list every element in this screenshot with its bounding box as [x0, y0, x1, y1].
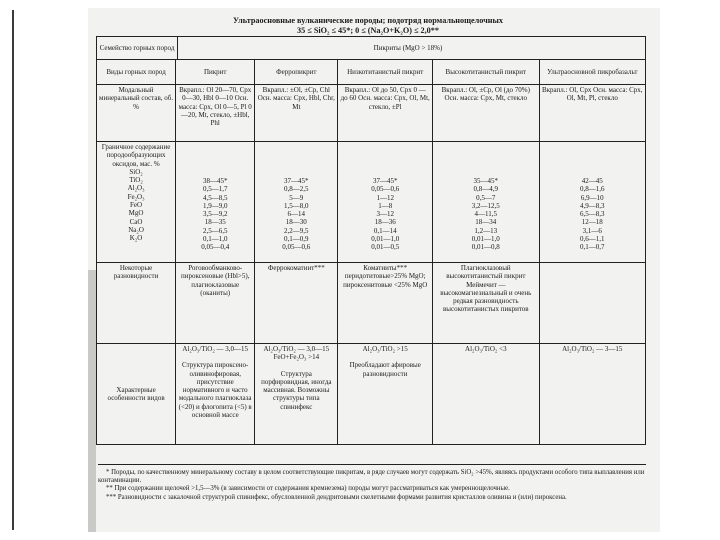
oxide-value: 18—30 — [285, 218, 307, 227]
oxide-name: FeO — [130, 201, 143, 210]
oxide-value: 1—12 — [376, 193, 394, 202]
ratio-text: Al₂O₃/TiO₂ — 3—15 — [562, 345, 623, 353]
oxide-values-column — [254, 142, 337, 262]
species-cell: Низкотитанистый пикрит — [337, 60, 432, 84]
species-label: Виды горных пород — [106, 67, 166, 76]
family-row — [97, 37, 645, 59]
oxide-value: 18—36 — [374, 218, 396, 227]
oxide-value: 1,5—8,0 — [284, 201, 309, 210]
ratio-text: Al₂O₃/TiO₂ >15 — [362, 345, 408, 353]
oxide-name: Na₂O — [128, 225, 144, 234]
oxide-value: 1,9—9,0 — [202, 201, 228, 210]
oxide-values-column — [175, 142, 254, 262]
footnotes — [98, 464, 646, 502]
variety-cell: Роговообманково-пироксеновые (Hbl>5), плагиоклазовые (оканиты) — [175, 263, 254, 343]
caption-line-1: Ультраосновные вулканические породы; подотряд нормальнощелочных — [233, 16, 503, 25]
oxide-value: 2,2—9,5 — [284, 226, 309, 235]
modal-label: Модальный минеральный состав, об. % — [99, 86, 174, 111]
species-cell: Высокотитанистый пикрит — [432, 60, 538, 84]
oxide-value: 1,2—13 — [474, 226, 498, 235]
oxide-values-column — [432, 142, 538, 262]
oxide-value: 0,8—1,6 — [580, 185, 605, 194]
oxide-name: TiO₂ — [129, 176, 143, 185]
feature-text: Структура порфировидная, иногда массивная. Возможны структуры типа спинифекс — [261, 369, 332, 411]
oxide-name: K₂O — [129, 234, 143, 243]
species-cell: Ультраосновной пикробазальт — [539, 60, 645, 84]
ratio-text: Al₂O₃/TiO₂ — 3,0—15 FeO+Fe₂O₃ >14 — [263, 345, 330, 362]
oxide-value: 4,9—8,3 — [580, 201, 605, 210]
oxide-name: SiO₂ — [129, 167, 143, 176]
oxide-value: 0,05—0,4 — [201, 243, 230, 252]
oxide-value: 0,8—2,5 — [284, 185, 309, 194]
footnote-2: ** При содержании щелочей >1,5—3% (в зависимости от содержания кремнезема) породы могут рассматриваться как умереннощелочные. — [106, 485, 510, 493]
oxide-value: 0,1—1,0 — [202, 235, 228, 244]
oxides-label: Граничное содержание породообразующих оксидов, мас. % — [101, 143, 171, 168]
oxide-value: 0,1—0,7 — [580, 243, 605, 252]
oxide-value: 0,01—0,8 — [471, 243, 500, 252]
oxide-value: 4,5—8,5 — [202, 193, 228, 202]
oxide-value: 3,2—12,5 — [471, 201, 500, 210]
oxide-value: 0,6—1,1 — [580, 235, 605, 244]
modal-cell: Вкрапл.: Ol, Cpx Осн. масса: Cpx, Ol, Mt, Pl, стекло — [539, 85, 645, 141]
page-margin-strip — [88, 270, 96, 532]
family-value: Пикриты (MgO > 18%) — [177, 37, 638, 59]
oxides-label-cell — [97, 142, 175, 262]
oxide-value: 18—34 — [475, 218, 497, 227]
variety-cell: Плагиоклазовый высокотитанистый пикрит Меймечит — высокомагнезиальный и очень редкая разновидность высокотитанистых пикритов — [432, 263, 538, 343]
oxide-value: 0,05—0,6 — [282, 243, 311, 252]
oxide-value: 6,5—8,3 — [580, 210, 605, 219]
oxide-name-list — [99, 168, 173, 243]
oxide-values-column — [539, 142, 645, 262]
oxides-row — [97, 141, 645, 262]
feature-cell — [337, 344, 432, 444]
oxide-value: 0,01—1,0 — [371, 235, 400, 244]
oxide-value: 6,9—10 — [580, 193, 604, 202]
oxide-value: 35—45* — [473, 177, 499, 185]
features-row — [97, 343, 645, 444]
oxide-value: 4—11,5 — [474, 210, 498, 219]
oxide-value: 38—45* — [202, 177, 228, 185]
modal-cell: Вкрапл.: Ol до 50, Cpx 0 — до 60 Осн. масса: Cpx, Ol, Mt, стекло, ±Pl — [337, 85, 432, 141]
oxide-value: 0,1—0,9 — [284, 235, 309, 244]
ratio-text: Al₂O₃/TiO₂ <3 — [465, 345, 507, 353]
oxide-value: 5—9 — [289, 193, 304, 202]
feature-text: Структура пироксено-оливинофировая, присутствие нормативного и часто модального плагиоклаза (<20) и флогопита (<5) в основной массе — [178, 361, 252, 420]
oxide-value: 0,5—1,7 — [202, 185, 228, 194]
oxide-value: 0,1—14 — [373, 226, 397, 235]
oxide-value: 18—35 — [204, 218, 226, 227]
oxide-value: 6—14 — [287, 210, 306, 219]
oxide-value: 37—45* — [372, 177, 398, 185]
oxide-name: Al₂O₃ — [127, 184, 145, 193]
table-caption — [98, 16, 638, 36]
oxide-name: MgO — [128, 209, 144, 218]
footnote-3: *** Разновидности с закалочной структурой спинифекс, обусловленной дендритовыми скелетными формами развития кристаллов оливина и (или) пироксена. — [106, 493, 567, 501]
variety-cell: Феррокоматиит*** — [254, 263, 337, 343]
oxide-value: 0,01—0,5 — [371, 243, 400, 252]
feature-cell — [175, 344, 254, 444]
modal-row — [97, 84, 645, 141]
feature-cell — [254, 344, 337, 444]
species-row — [97, 59, 645, 84]
oxide-name: Fe₂O₃ — [127, 192, 145, 201]
scan-edge-line — [12, 10, 14, 530]
varieties-label: Некоторые разновидности — [113, 264, 159, 281]
family-label: Семейство горных пород — [99, 43, 175, 52]
oxide-value: 42—45 — [581, 177, 603, 185]
feature-text: Преобладают афировые разновидности — [349, 361, 421, 378]
species-cell: Ферропикрит — [254, 60, 337, 84]
features-label: Характерные особенности видов — [107, 385, 165, 402]
feature-cell — [432, 344, 538, 444]
oxide-value: 12—18 — [581, 218, 603, 227]
classification-table — [96, 36, 646, 445]
oxide-value: 0,5—7 — [476, 193, 496, 202]
modal-cell: Вкрапл.: ±Ol, ±Cp, Chl Осн. масса: Cpx, Hbl, Chr, Mt — [254, 85, 337, 141]
scanned-page — [88, 8, 660, 532]
oxide-value: 3,5—9,2 — [202, 210, 228, 219]
variety-cell — [539, 263, 645, 343]
oxide-value: 0,01—1,0 — [471, 235, 500, 244]
species-cell: Пикрит — [175, 60, 254, 84]
oxide-value: 3—12 — [376, 210, 394, 219]
oxide-value: 3,1—6 — [582, 226, 602, 235]
footnote-1: * Породы, по качественному минеральному составу в целом соответствующие пикритам, в ряде случаев могут содержать SiO₂ >45%, являясь продуктами особого типа выплавления или контаминации. — [98, 469, 645, 485]
oxide-name: CaO — [129, 217, 143, 226]
oxide-value: 37—45* — [284, 177, 309, 185]
feature-cell — [539, 344, 645, 444]
modal-cell: Вкрапл.: Ol, ±Cp, Ol (до 70%) Осн. масса: Cpx, Mt, стекло — [432, 85, 538, 141]
oxide-values-column — [337, 142, 432, 262]
oxide-value: 0,05—0,6 — [371, 185, 400, 194]
variety-cell: Коматииты*** перидотитовые>25% MgO; пироксенитовые <25% MgO — [337, 263, 432, 343]
caption-line-2: 35 ≤ SiO₂ ≤ 45*; 0 ≤ (Na₂O+K₂O) ≤ 2,0** — [297, 26, 439, 35]
oxide-value: 0,8—4,9 — [473, 185, 499, 194]
varieties-row — [97, 262, 645, 343]
modal-cell: Вкрапл.: Ol 20—70, Cpx 0—30, Hbl 0—10 Осн. масса: Cpx, Ol 0—5, Pl 0—20, Mt, стекло, ±Hbl, Phl — [175, 85, 254, 141]
oxide-value: 2,5—6,5 — [202, 226, 228, 235]
oxide-value: 1—8 — [378, 201, 393, 210]
ratio-text: Al₂O₃/TiO₂ — 3,0—15 — [182, 345, 249, 353]
